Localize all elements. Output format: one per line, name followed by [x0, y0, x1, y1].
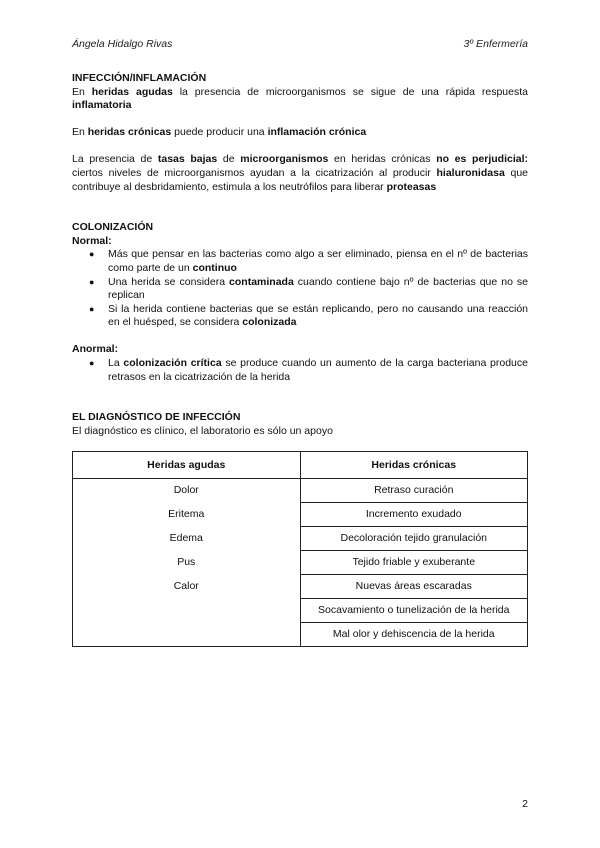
table-cell-empty	[73, 623, 301, 647]
bullet-icon: ●	[89, 276, 95, 287]
table-header-agudas: Heridas agudas	[73, 452, 301, 479]
table-cell: Mal olor y dehiscencia de la herida	[300, 623, 528, 647]
label-anormal: Anormal:	[72, 343, 119, 356]
table-cell: Tejido friable y exuberante	[300, 551, 528, 575]
list-item: ● Si la herida contiene bacterias que se están replicando, pero no causando una reacción en el huésped, se considera colonizada	[89, 302, 528, 329]
page-content	[72, 72, 528, 647]
bullet-icon: ●	[89, 358, 95, 368]
section-title-diagnostico: EL DIAGNÓSTICO DE INFECCIÓN	[72, 411, 241, 424]
table-cell: Pus	[73, 551, 301, 575]
table-cell: Decoloración tejido granulación	[300, 527, 528, 551]
list-item: ● Una herida se considera contaminada cuando contiene bajo nº de bacterias que no se replican	[89, 275, 528, 302]
page-number: 2	[522, 798, 528, 810]
paragraph-heridas-agudas: En heridas agudas la presencia de microorganismos se sigue de una rápida respuesta inflamatoria	[72, 85, 528, 112]
section-title-infeccion: INFECCIÓN/INFLAMACIÓN	[72, 72, 207, 84]
diagnostico-table	[72, 451, 528, 647]
table-cell: Incremento exudado	[300, 503, 528, 527]
table-cell: Eritema	[73, 503, 301, 527]
header-author: Ángela Hidalgo Rivas	[72, 38, 173, 50]
header-course: 3º Enfermería	[463, 38, 528, 50]
table-cell: Socavamiento o tunelización de la herida	[300, 599, 528, 623]
bullet-icon: ●	[89, 249, 95, 260]
table-cell: Dolor	[73, 479, 301, 503]
diagnostico-intro: El diagnóstico es clínico, el laboratorio es sólo un apoyo	[72, 424, 333, 437]
table-header-cronicas: Heridas crónicas	[300, 452, 528, 479]
anormal-list	[72, 357, 528, 384]
table-cell: Retraso curación	[300, 479, 528, 503]
list-item: ● Más que pensar en las bacterias como algo a ser eliminado, piensa en el nº de bacterias como parte de un continuo	[89, 248, 528, 274]
list-item: ● La colonización crítica se produce cuando un aumento de la carga bacteriana produce retrasos en la cicatrización de la herida	[89, 357, 528, 383]
paragraph-tasas-bajas: La presencia de tasas bajas de microorganismos en heridas crónicas no es perjudicial: ciertos niveles de microorganismos ayudan a la cicatrización al producir hialuronidasa que contribuye al desbridamiento, estimula a los neutrófilos para liberar proteasas	[72, 153, 529, 193]
section-title-colonizacion: COLONIZACIÓN	[72, 221, 154, 234]
paragraph-heridas-cronicas: En heridas crónicas puede producir una inflamación crónica	[72, 126, 367, 139]
bullet-icon: ●	[89, 303, 95, 314]
table-cell: Nuevas áreas escaradas	[300, 575, 528, 599]
table-cell: Edema	[73, 527, 301, 551]
label-normal: Normal:	[72, 234, 112, 247]
table-cell-empty	[73, 599, 301, 623]
table-cell: Calor	[73, 575, 301, 599]
normal-list	[72, 248, 528, 330]
